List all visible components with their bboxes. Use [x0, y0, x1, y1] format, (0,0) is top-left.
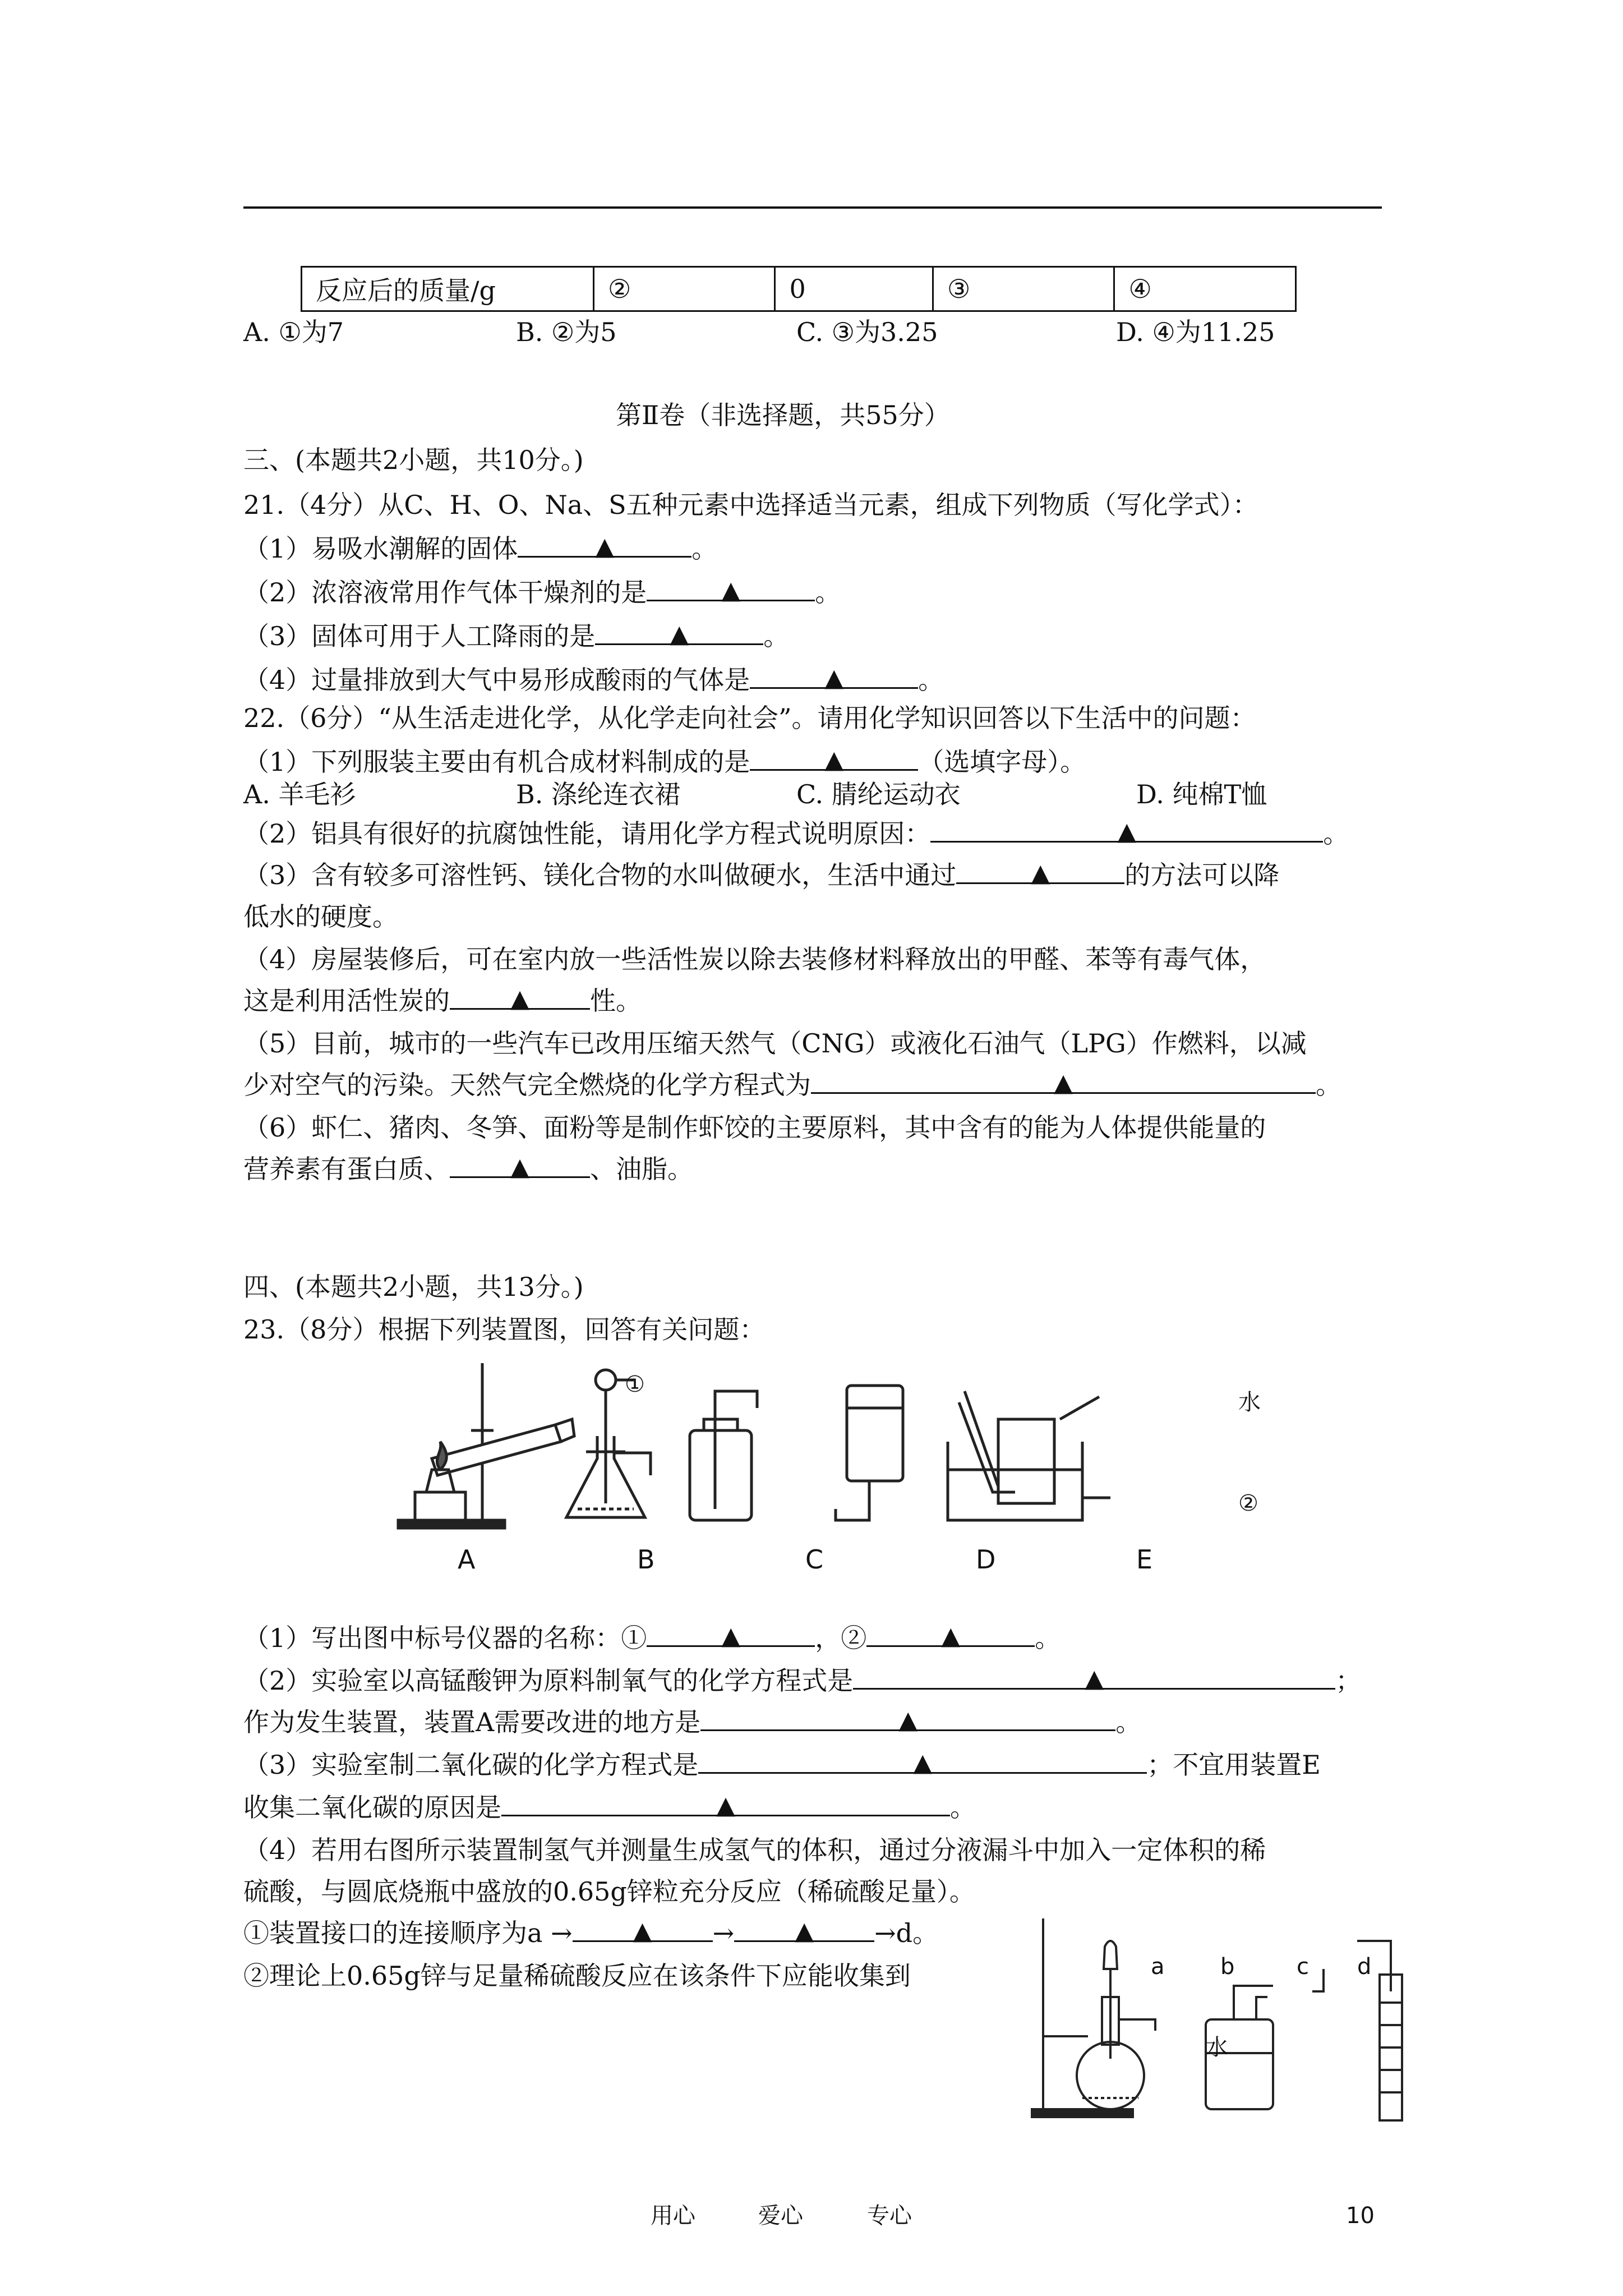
table-cell: ② [594, 267, 775, 311]
q22-option-b: B. 涤纶连衣裙 [516, 779, 681, 809]
answer-mark: ▲ [1117, 817, 1137, 846]
item-text: 。 [918, 665, 944, 695]
apparatus-a [398, 1363, 574, 1528]
q21-item-2 [243, 576, 841, 609]
header-rule [243, 206, 1382, 209]
apparatus-label-b: B [637, 1544, 655, 1575]
item-text: 。 [763, 621, 790, 651]
answer-mark: ▲ [510, 1153, 529, 1181]
q23-item-2 [243, 1664, 1361, 1697]
q22-item-5 [243, 1068, 1341, 1102]
option-d: D. ④为11.25 [1116, 317, 1275, 347]
item-text: → [712, 1918, 735, 1948]
item-text: →d。 [874, 1918, 939, 1948]
q22-item-1 [243, 745, 1086, 779]
answer-blank[interactable] [647, 576, 815, 605]
item-text: （2）实验室以高锰酸钾为原料制氧气的化学方程式是 [243, 1665, 854, 1696]
q23-stem: 23.（8分）根据下列装置图，回答有关问题： [243, 1314, 766, 1345]
q22-option-a: A. 羊毛衫 [243, 779, 356, 809]
apparatus-figure [387, 1358, 1295, 1593]
q22-item-3-cont: 低水的硬度。 [243, 901, 398, 932]
answer-blank[interactable] [734, 1917, 874, 1945]
table-cell: ④ [1114, 267, 1296, 311]
answer-mark: ▲ [913, 1749, 933, 1777]
item-text: 少对空气的污染。天然气完全燃烧的化学方程式为 [243, 1070, 811, 1100]
part4-heading: 四、(本题共2小题，共13分。) [243, 1272, 584, 1302]
q22-item-4 [243, 984, 642, 1018]
q23-item-2b [243, 1705, 1141, 1739]
answer-mark: ▲ [898, 1706, 918, 1734]
item-text: 作为发生装置，装置A需要改进的地方是 [243, 1707, 701, 1737]
q22-option-d: D. 纯棉T恤 [1136, 779, 1267, 809]
apparatus-c [690, 1391, 757, 1520]
answer-mark: ▲ [595, 532, 615, 561]
table-row [302, 267, 1296, 311]
item-text: ；不宜用装置E [1147, 1750, 1321, 1780]
item-text: 的方法可以降 [1124, 860, 1280, 890]
option-c: C. ③为3.25 [796, 317, 938, 347]
port-label-a: a [1151, 1954, 1165, 1980]
item-text: 。 [1323, 818, 1349, 849]
answer-mark: ▲ [510, 984, 529, 1013]
answer-blank[interactable] [700, 1706, 1115, 1734]
item-text: （1）写出图中标号仪器的名称：① [243, 1623, 647, 1653]
item-text: 。 [815, 577, 841, 608]
water-label: 水 [1238, 1389, 1261, 1415]
answer-blank[interactable] [853, 1664, 1335, 1693]
answer-blank[interactable] [647, 1622, 815, 1650]
q22-item-3 [243, 858, 1279, 892]
item-text: 营养素有蛋白质、 [243, 1154, 450, 1184]
answer-blank[interactable] [573, 1917, 713, 1945]
q23-item-1 [243, 1621, 1061, 1655]
answer-blank[interactable] [750, 746, 918, 774]
apparatus-label-c: C [805, 1544, 824, 1575]
answer-blank[interactable] [595, 620, 763, 648]
answer-mark: ▲ [716, 1791, 735, 1820]
answer-mark: ▲ [721, 1622, 741, 1650]
item-text: （3）含有较多可溶性钙、镁化合物的水叫做硬水，生活中通过 [243, 860, 957, 890]
fig2-water-label: 水 [1206, 2035, 1228, 2060]
answer-mark: ▲ [824, 746, 844, 774]
item-text: 。 [1115, 1707, 1142, 1737]
item-text: 。 [950, 1792, 976, 1823]
answer-blank[interactable] [450, 984, 590, 1013]
answer-mark: ▲ [1054, 1069, 1073, 1097]
answer-blank[interactable] [750, 664, 918, 692]
item-text: 性。 [590, 986, 642, 1016]
answer-blank[interactable] [930, 817, 1323, 846]
answer-blank[interactable] [811, 1069, 1316, 1097]
q23-item-4a [243, 1916, 938, 1950]
q21-item-3 [243, 619, 789, 653]
apparatus-label-e: E [1136, 1544, 1153, 1575]
q22-item-4-line1: （4）房屋装修后，可在室内放一些活性炭以除去装修材料释放出的甲醛、苯等有毒气体， [243, 944, 1266, 974]
answer-blank[interactable] [698, 1749, 1147, 1777]
apparatus-label-a: A [458, 1544, 476, 1575]
q23-item-3b [243, 1791, 976, 1824]
q22-option-c: C. 腈纶运动衣 [796, 779, 961, 809]
q23-item-4b: ②理论上0.65g锌与足量稀硫酸反应在该条件下应能收集到 [243, 1961, 911, 1991]
answer-blank[interactable] [866, 1622, 1035, 1650]
answer-mark: ▲ [670, 620, 689, 648]
table-row-label: 反应后的质量/g [302, 267, 594, 311]
item-text: （2）浓溶液常用作气体干燥剂的是 [243, 577, 647, 608]
page-number: 10 [1346, 2203, 1375, 2229]
answer-blank[interactable] [518, 532, 691, 561]
answer-mark: ▲ [795, 1917, 814, 1945]
q21-item-1 [243, 532, 717, 565]
q22-item-5-line1: （5）目前，城市的一些汽车已改用压缩天然气（CNG）或液化石油气（LPG）作燃料，以减 [243, 1028, 1307, 1059]
mass-table [301, 266, 1297, 312]
answer-mark: ▲ [1031, 859, 1050, 887]
part3-heading: 三、(本题共2小题，共10分。) [243, 445, 584, 475]
callout-1: ① [625, 1372, 645, 1397]
item-text: ，② [815, 1623, 867, 1653]
item-text: （选填字母）。 [918, 747, 1086, 777]
footer-motto-1: 用心 [651, 2203, 695, 2229]
section-title: 第Ⅱ卷（非选择题，共55分） [616, 400, 950, 430]
item-text: 、油脂。 [590, 1154, 693, 1184]
answer-mark: ▲ [633, 1917, 652, 1945]
answer-mark: ▲ [721, 576, 741, 605]
footer-motto-3: 专心 [867, 2203, 912, 2229]
answer-mark: ▲ [824, 664, 844, 692]
item-text: （2）铝具有很好的抗腐蚀性能，请用化学方程式说明原因： [243, 818, 931, 849]
apparatus-e [948, 1391, 1110, 1520]
item-text: （3）固体可用于人工降雨的是 [243, 621, 596, 651]
option-a: A. ①为7 [243, 317, 344, 347]
item-text: ①装置接口的连接顺序为a → [243, 1918, 573, 1948]
answer-blank[interactable] [956, 859, 1124, 887]
hydrogen-apparatus-figure [1021, 1913, 1447, 2137]
callout-2: ② [1238, 1490, 1258, 1516]
q22-item-2 [243, 817, 1349, 850]
item-text: ； [1335, 1665, 1362, 1696]
answer-mark: ▲ [941, 1622, 961, 1650]
table-cell: 0 [775, 267, 933, 311]
q23-item-4-line2: 硫酸，与圆底烧瓶中盛放的0.65g锌粒充分反应（稀硫酸足量）。 [243, 1876, 975, 1907]
port-label-c: c [1297, 1954, 1309, 1980]
item-text: 。 [1035, 1623, 1061, 1653]
q21-stem: 21.（4分）从C、H、O、Na、S五种元素中选择适当元素，组成下列物质（写化学式）： [243, 490, 1258, 520]
answer-blank[interactable] [501, 1791, 950, 1820]
q22-item-6 [243, 1152, 693, 1186]
footer-motto-2: 爱心 [758, 2203, 803, 2229]
apparatus-d [836, 1386, 903, 1520]
item-text: （3）实验室制二氧化碳的化学方程式是 [243, 1750, 699, 1780]
answer-blank[interactable] [450, 1153, 590, 1181]
q21-item-4 [243, 663, 944, 697]
item-text: 。 [691, 533, 718, 564]
item-text: 收集二氧化碳的原因是 [243, 1792, 501, 1823]
item-text: 。 [1316, 1070, 1341, 1100]
item-text: （4）过量排放到大气中易形成酸雨的气体是 [243, 665, 750, 695]
answer-mark: ▲ [1085, 1664, 1104, 1693]
item-text: （1）下列服装主要由有机合成材料制成的是 [243, 747, 750, 777]
q22-item-6-line1: （6）虾仁、猪肉、冬笋、面粉等是制作虾饺的主要原料，其中含有的能为人体提供能量的 [243, 1112, 1266, 1143]
table-cell: ③ [933, 267, 1114, 311]
q23-item-3 [243, 1748, 1321, 1782]
port-label-d: d [1357, 1954, 1372, 1980]
option-b: B. ②为5 [516, 317, 617, 347]
item-text: （1）易吸水潮解的固体 [243, 533, 518, 564]
item-text: 这是利用活性炭的 [243, 986, 450, 1016]
q23-item-4-line1: （4）若用右图所示装置制氢气并测量生成氢气的体积，通过分液漏斗中加入一定体积的稀 [243, 1835, 1266, 1865]
port-label-b: b [1220, 1954, 1235, 1980]
q22-stem: 22.（6分）“从生活走进化学，从化学走向社会”。请用化学知识回答以下生活中的问题： [243, 703, 1256, 733]
apparatus-label-d: D [976, 1544, 996, 1575]
